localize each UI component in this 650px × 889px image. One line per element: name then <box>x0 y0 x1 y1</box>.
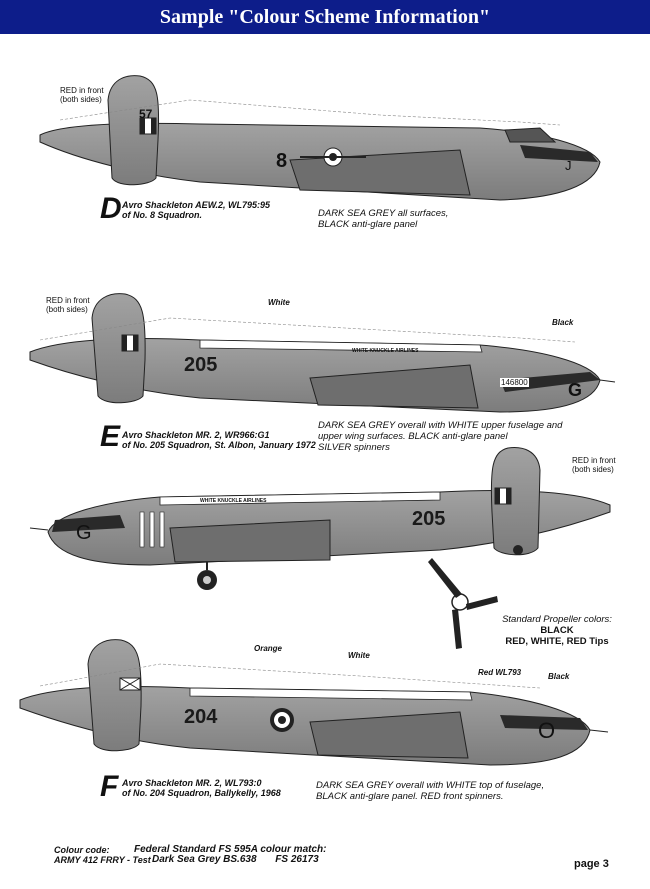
aircraft-e2-fuselage-text: WHITE KNUCKLE AIRLINES <box>200 498 267 504</box>
propeller-note: Standard Propeller colors: BLACK RED, WHITE, RED Tips <box>502 614 612 647</box>
aircraft-e-side2-drawing <box>30 448 610 590</box>
aircraft-d-caption: Avro Shackleton AEW.2, WL795:95 of No. 8 Squadron. <box>122 200 271 220</box>
aircraft-e2-squadron-code: 205 <box>412 508 446 530</box>
aircraft-f-scheme-note: DARK SEA GREY overall with WHITE top of fuselage, BLACK anti-glare panel. RED front spinners. <box>316 780 545 802</box>
aircraft-e2-red-note: RED in front (both sides) <box>572 456 616 474</box>
aircraft-e-fuselage-text: WHITE KNUCKLE AIRLINES <box>352 348 419 354</box>
aircraft-e-caption: Avro Shackleton MR. 2, WR966:G1 of No. 205 Squadron, St. Albon, January 1972 <box>122 430 316 450</box>
aircraft-d-nose-letter: J <box>565 158 572 173</box>
page-title: Sample "Colour Scheme Information" <box>159 5 491 28</box>
aircraft-f-white-label: White <box>348 651 370 660</box>
propeller-hub <box>452 594 468 610</box>
aircraft-d-scheme-note: DARK SEA GREY all surfaces, BLACK anti-glare panel <box>318 208 449 230</box>
aircraft-d-canopy <box>505 128 555 142</box>
aircraft-e2-wing <box>170 520 330 562</box>
aircraft-d-tail-code: 57 <box>139 107 153 121</box>
propeller-blade-2 <box>466 596 498 610</box>
aircraft-artwork <box>0 34 650 889</box>
aircraft-e-nose-letter: G <box>568 380 583 400</box>
aircraft-f-nose-letter: O <box>538 718 556 743</box>
aircraft-e2-nose-letter: G <box>76 522 92 544</box>
aircraft-f-drawing <box>20 640 608 765</box>
aircraft-e-serial: 146800 <box>501 378 528 387</box>
colour-code: Colour code: ARMY 412 FRRY - Test <box>54 845 151 865</box>
aircraft-e-scheme-note: DARK SEA GREY overall with WHITE upper fuselage and upper wing surfaces. BLACK anti-glare panel SILVER spinners <box>318 420 563 453</box>
propeller-blade-1 <box>428 558 462 598</box>
aircraft-f-squadron-code: 204 <box>184 706 218 728</box>
aircraft-e-red-note: RED in front (both sides) <box>46 296 90 314</box>
aircraft-e-white-label: White <box>268 298 290 307</box>
aircraft-e-black-label: Black <box>552 318 574 327</box>
propeller-blade-3 <box>452 609 462 649</box>
aircraft-f-orange-label: Orange <box>254 644 283 653</box>
fs-colour-match: Federal Standard FS 595A colour match: Dark Sea Grey BS.638 FS 26173 <box>134 844 327 865</box>
aircraft-d-red-note: RED in front (both sides) <box>60 86 104 104</box>
aircraft-d-fuselage-code: 8 <box>276 150 288 172</box>
aircraft-f-caption: Avro Shackleton MR. 2, WL793:0 of No. 204 Squadron, Ballykelly, 1968 <box>122 778 281 798</box>
page-header <box>0 0 650 34</box>
aircraft-d-letter: D <box>100 192 122 225</box>
aircraft-f-letter: F <box>100 770 119 803</box>
aircraft-f-black-label: Black <box>548 672 570 681</box>
aircraft-d-drawing <box>40 76 600 200</box>
aircraft-e-squadron-code: 205 <box>184 354 218 376</box>
aircraft-f-tail <box>88 640 141 751</box>
aircraft-e-letter: E <box>100 420 121 453</box>
aircraft-e-drawing <box>30 294 615 412</box>
page-number: page 3 <box>574 858 609 870</box>
aircraft-f-red-label: Red WL793 <box>478 668 522 677</box>
